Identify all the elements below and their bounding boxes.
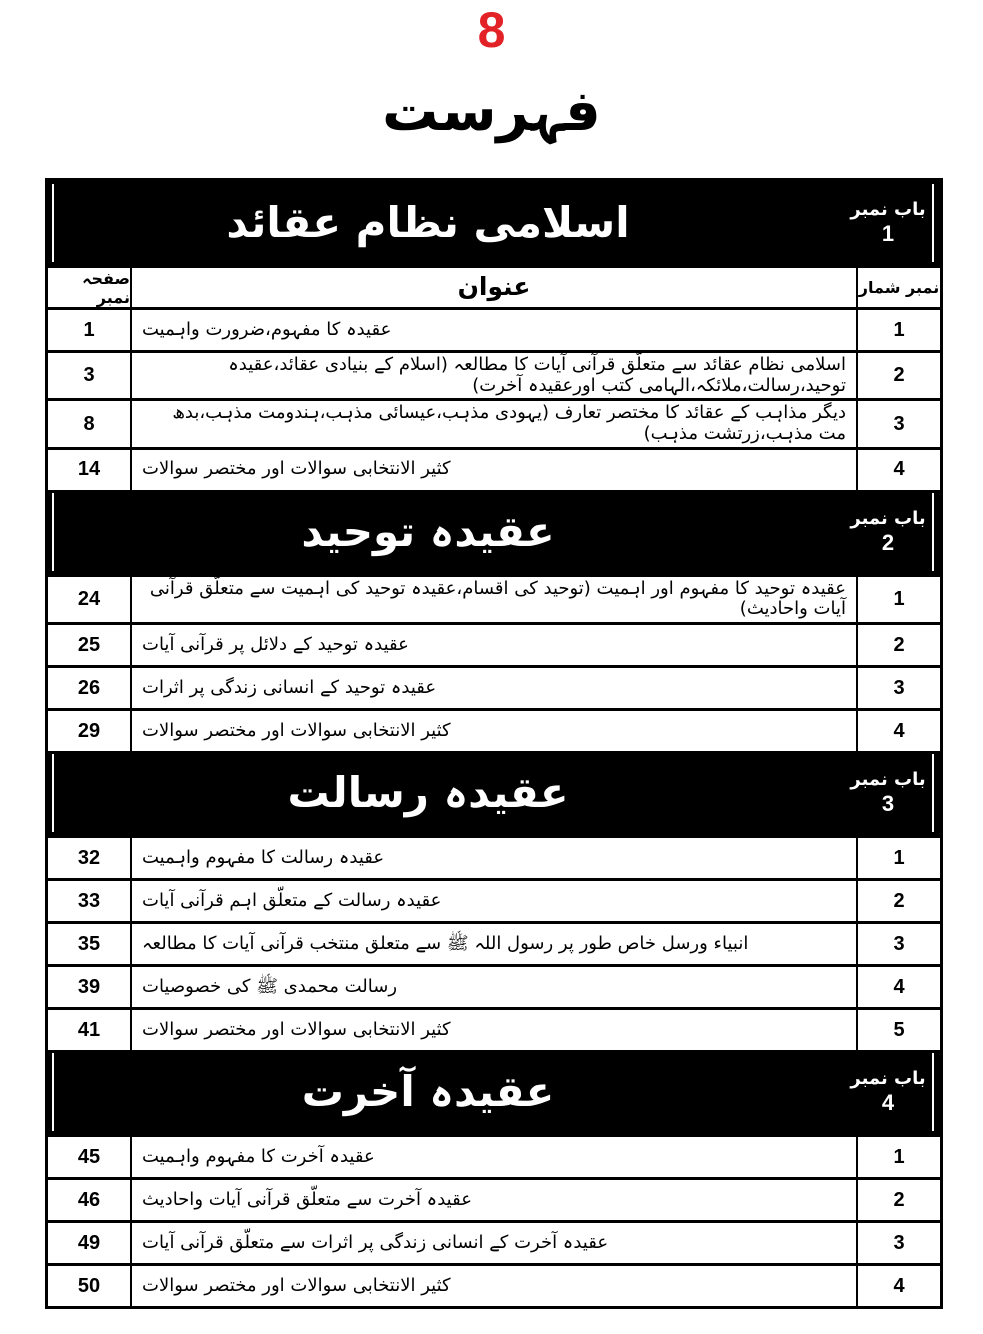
- row-title: عقیدہ توحید کے دلائل پر قرآنی آیات: [142, 633, 409, 655]
- chapter-band: [48, 181, 940, 265]
- page-number-cell: 29: [48, 711, 132, 751]
- chapter-band-title: اسلامی نظام عقائد: [226, 198, 630, 247]
- page-number-cell: 33: [48, 881, 132, 921]
- chapter-number-value: 4: [881, 1089, 895, 1115]
- table-row: [48, 964, 940, 1007]
- chapter-band: [48, 490, 940, 574]
- chapter-number-value: 1: [881, 220, 895, 246]
- chapter-band: [48, 751, 940, 835]
- column-header-title: عنوان: [457, 272, 531, 302]
- chapter-number-block: [848, 200, 940, 246]
- row-title: عقیدہ آخرت کے انسانی زندگی پر اثرات سے متعلّق قرآنی آیات: [142, 1231, 609, 1253]
- table-row: [48, 921, 940, 964]
- row-title: انبیاء ورسل خاص طور پر رسول اللہ ﷺ سے متعلق منتخب قرآنی آیات کا مطالعہ: [142, 932, 749, 954]
- page-number-cell: 14: [48, 450, 132, 490]
- serial-number-cell: 1: [856, 310, 940, 350]
- page-number-cell: 46: [48, 1180, 132, 1220]
- row-title: عقیدہ کا مفہوم،ضرورت واہمیت: [142, 318, 392, 340]
- chapter-number-block: [848, 770, 940, 816]
- chapter-band-title: عقیدہ آخرت: [301, 1067, 555, 1117]
- serial-number-cell: 1: [856, 838, 940, 878]
- table-row: [48, 835, 940, 878]
- row-title: رسالت محمدی ﷺ کی خصوصیات: [142, 975, 398, 997]
- page-number-cell: 1: [48, 310, 132, 350]
- table-row: [48, 447, 940, 490]
- page-number-cell: 26: [48, 668, 132, 708]
- page-number-cell: 3: [48, 353, 132, 398]
- table-row: [48, 574, 940, 622]
- row-title: کثیر الانتخابی سوالات اور مختصر سوالات: [142, 1274, 451, 1296]
- serial-number-cell: 2: [856, 1180, 940, 1220]
- chapter-band: [48, 1050, 940, 1134]
- toc-table: [45, 178, 943, 1309]
- page-title: فہرست: [382, 79, 601, 144]
- row-title: عقیدہ رسالت کا مفہوم واہمیت: [142, 846, 385, 868]
- row-title: کثیر الانتخابی سوالات اور مختصر سوالات: [142, 1018, 451, 1040]
- serial-number-cell: 3: [856, 1223, 940, 1263]
- row-title: عقیدہ توحید کا مفہوم اور اہمیت (توحید کی اقسام،عقیدہ توحید کی اہمیت سے متعلّق قرآنی آیات واحادیث): [149, 577, 846, 620]
- chapter-number-label: باب نمبر: [850, 1068, 926, 1090]
- row-title: عقیدہ آخرت سے متعلّق قرآنی آیات واحادیث: [142, 1188, 472, 1210]
- serial-number-cell: 1: [856, 1137, 940, 1177]
- page-number: 8: [477, 2, 506, 58]
- table-row: [48, 350, 940, 398]
- page-number-cell: 41: [48, 1010, 132, 1050]
- row-title: کثیر الانتخابی سوالات اور مختصر سوالات: [142, 458, 451, 480]
- serial-number-cell: 3: [856, 668, 940, 708]
- row-title: کثیر الانتخابی سوالات اور مختصر سوالات: [142, 719, 451, 741]
- table-row: [48, 307, 940, 350]
- chapter-band-title: عقیدہ توحید: [301, 506, 555, 556]
- chapter-number-label: باب نمبر: [850, 507, 926, 529]
- page-number-cell: 39: [48, 967, 132, 1007]
- serial-number-cell: 4: [856, 1266, 940, 1306]
- row-title: اسلامی نظام عقائد سے متعلّق قرآنی آیات کا مطالعہ (اسلام کے بنیادی عقائد،عقیدہ توحید،رسالت،ملائکہ،الہامی کتب اورعقیدہ آخرت): [228, 354, 846, 396]
- column-header-serial: نمبر شمار: [856, 268, 940, 307]
- chapter-band-title: عقیدہ رسالت: [287, 768, 569, 818]
- serial-number-cell: 1: [856, 577, 940, 622]
- chapter-number-block: [848, 509, 940, 555]
- serial-number-cell: 4: [856, 967, 940, 1007]
- table-row: [48, 622, 940, 665]
- page-number-cell: 49: [48, 1223, 132, 1263]
- table-row: [48, 1007, 940, 1050]
- table-row: [48, 665, 940, 708]
- serial-number-cell: 2: [856, 353, 940, 398]
- chapter-number-value: 3: [881, 790, 895, 816]
- chapter-number-label: باب نمبر: [850, 199, 926, 220]
- column-header-page: صفحہ نمبر: [48, 268, 132, 307]
- serial-number-cell: 4: [856, 450, 940, 490]
- chapter-number-value: 2: [881, 529, 895, 555]
- page-number-cell: 8: [48, 401, 132, 446]
- serial-number-cell: 4: [856, 711, 940, 751]
- serial-number-cell: 2: [856, 625, 940, 665]
- table-row: [48, 1177, 940, 1220]
- chapter-number-block: [848, 1069, 940, 1115]
- serial-number-cell: 3: [856, 924, 940, 964]
- page-number-cell: 45: [48, 1137, 132, 1177]
- page-number-cell: 25: [48, 625, 132, 665]
- table-row: [48, 1263, 940, 1306]
- page-number-cell: 32: [48, 838, 132, 878]
- row-title: دیگر مذاہب کے عقائد کا مختصر تعارف (یہودی مذہب،عیسائی مذہب،ہندومت مذہب،بدھ مت مذہب،زرتشت مذہب): [172, 402, 846, 445]
- row-title: عقیدہ رسالت کے متعلّق اہم قرآنی آیات: [142, 889, 442, 911]
- page-number-cell: 50: [48, 1266, 132, 1306]
- table-row: [48, 1220, 940, 1263]
- serial-number-cell: 5: [856, 1010, 940, 1050]
- page-number-cell: 24: [48, 577, 132, 622]
- column-header-row: [48, 265, 940, 307]
- table-row: [48, 708, 940, 751]
- table-row: [48, 878, 940, 921]
- row-title: عقیدہ توحید کے انسانی زندگی پر اثرات: [142, 676, 437, 698]
- serial-number-cell: 3: [856, 401, 940, 446]
- serial-number-cell: 2: [856, 881, 940, 921]
- page-number-cell: 35: [48, 924, 132, 964]
- row-title: عقیدہ آخرت کا مفہوم واہمیت: [142, 1145, 375, 1167]
- table-row: [48, 398, 940, 446]
- table-row: [48, 1134, 940, 1177]
- chapter-number-label: باب نمبر: [850, 769, 926, 791]
